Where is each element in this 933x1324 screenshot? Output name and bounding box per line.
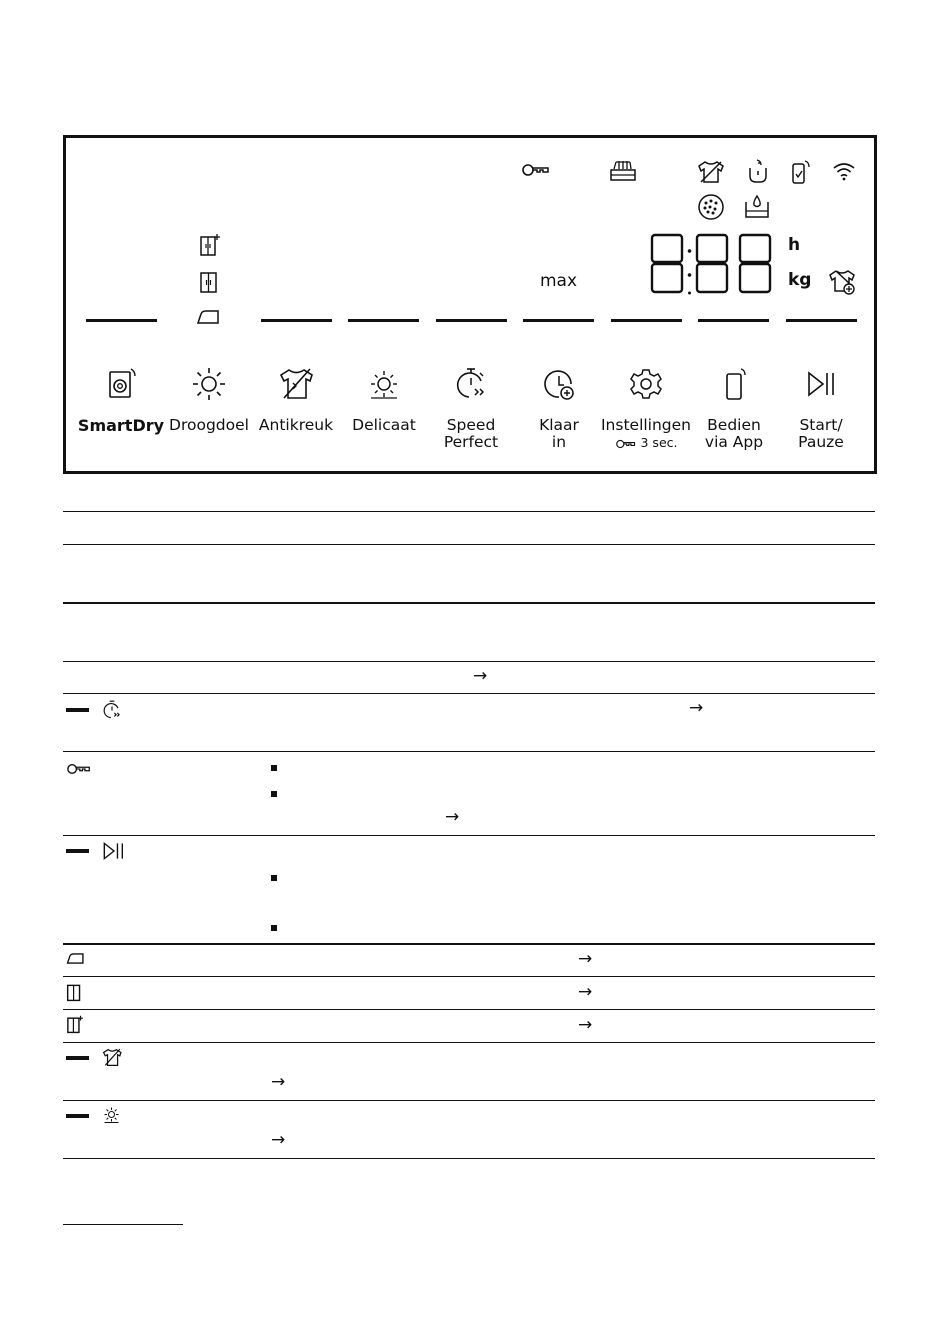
table-rule bbox=[63, 751, 875, 752]
indicator-dash-icon bbox=[66, 1114, 89, 1118]
list-bullet bbox=[271, 765, 277, 771]
list-bullet bbox=[271, 875, 277, 881]
hours-unit: h bbox=[788, 235, 801, 255]
drying-target-button[interactable] bbox=[163, 367, 255, 434]
settings-hold-time: 3 sec. bbox=[640, 435, 678, 450]
table-rule bbox=[63, 693, 875, 694]
empty-water-tank-icon bbox=[744, 194, 770, 220]
cupboard-dry-icon bbox=[66, 983, 82, 1002]
time-display bbox=[650, 233, 774, 295]
indicator-bar bbox=[698, 319, 769, 322]
anticrease-icon bbox=[279, 367, 313, 401]
settings-button[interactable] bbox=[600, 367, 692, 450]
delicate-button[interactable] bbox=[338, 367, 430, 434]
arrow-icon: → bbox=[271, 1072, 286, 1092]
finish-in-icon bbox=[542, 367, 576, 401]
list-bullet bbox=[271, 925, 277, 931]
wifi-icon bbox=[832, 161, 856, 181]
arrow-icon: → bbox=[445, 807, 460, 827]
indicator-dash-icon bbox=[66, 708, 89, 712]
anticrease-button[interactable] bbox=[250, 367, 342, 434]
anticrease-icon bbox=[102, 1048, 122, 1067]
condenser-tank-icon bbox=[747, 158, 769, 184]
anticrease-status-icon bbox=[697, 160, 725, 184]
speed-perfect-icon bbox=[102, 700, 122, 720]
table-rule bbox=[63, 943, 875, 945]
child-lock-key-icon bbox=[66, 763, 92, 775]
remote-app-label: Bedien via App bbox=[704, 416, 764, 451]
indicator-bar bbox=[348, 319, 419, 322]
max-label: max bbox=[540, 271, 578, 291]
iron-dry-icon bbox=[196, 309, 222, 325]
arrow-icon: → bbox=[271, 1130, 286, 1150]
indicator-bar bbox=[436, 319, 507, 322]
start-pause-icon bbox=[102, 842, 126, 860]
indicator-bar bbox=[523, 319, 594, 322]
sun-icon bbox=[192, 367, 226, 401]
arrow-icon: → bbox=[689, 698, 704, 718]
table-rule bbox=[63, 511, 875, 512]
indicator-bar bbox=[611, 319, 682, 322]
remote-status-icon bbox=[790, 159, 812, 185]
cupboard-dry-plus-icon bbox=[66, 1015, 84, 1034]
anticrease-label: Antikreuk bbox=[258, 416, 334, 434]
start-pause-button[interactable] bbox=[775, 367, 867, 451]
settings-icon bbox=[629, 367, 663, 401]
table-rule bbox=[63, 1042, 875, 1043]
table-rule bbox=[63, 1100, 875, 1101]
speed-perfect-button[interactable] bbox=[425, 367, 517, 451]
arrow-icon: → bbox=[473, 666, 488, 686]
delicate-label: Delicaat bbox=[352, 416, 416, 434]
delicate-icon bbox=[103, 1106, 120, 1123]
settings-label: Instellingen bbox=[600, 416, 692, 434]
remote-start-icon bbox=[717, 367, 751, 401]
indicator-bar bbox=[86, 319, 157, 322]
drying-target-label: Droogdoel bbox=[169, 416, 249, 434]
delicate-icon bbox=[367, 367, 401, 401]
table-rule bbox=[63, 602, 875, 604]
finish-in-label: Klaar in bbox=[539, 416, 579, 451]
arrow-icon: → bbox=[578, 1015, 593, 1035]
list-bullet bbox=[271, 791, 277, 797]
indicator-bar bbox=[261, 319, 332, 322]
footnote-rule bbox=[63, 1224, 183, 1225]
table-rule bbox=[63, 1009, 875, 1010]
smartdry-button[interactable] bbox=[75, 367, 167, 435]
remote-app-button[interactable] bbox=[688, 367, 780, 451]
indicator-bar bbox=[786, 319, 857, 322]
indicator-dash-icon bbox=[66, 1056, 89, 1060]
arrow-icon: → bbox=[578, 949, 593, 969]
smartdry-icon bbox=[104, 367, 138, 401]
table-rule bbox=[63, 544, 875, 545]
cupboard-dry-plus-icon bbox=[199, 233, 221, 257]
smartdry-label: SmartDry bbox=[77, 416, 165, 435]
finish-in-button[interactable] bbox=[513, 367, 605, 451]
table-rule bbox=[63, 976, 875, 977]
filter-clean-icon bbox=[609, 160, 637, 182]
cupboard-dry-icon bbox=[199, 270, 219, 294]
table-rule bbox=[63, 661, 875, 662]
arrow-icon: → bbox=[578, 982, 593, 1002]
indicator-dash-icon bbox=[66, 849, 89, 853]
table-rule bbox=[63, 835, 875, 836]
weight-unit: kg bbox=[788, 270, 812, 290]
start-pause-icon bbox=[804, 367, 838, 401]
child-lock-key-icon bbox=[522, 163, 550, 177]
key-icon bbox=[615, 439, 637, 449]
speed-perfect-label: Speed Perfect bbox=[443, 416, 499, 451]
speed-perfect-icon bbox=[454, 367, 488, 401]
load-shirt-plus-icon bbox=[828, 269, 856, 295]
clean-fluff-filter-icon bbox=[697, 193, 725, 221]
start-pause-label: Start/ Pauze bbox=[798, 416, 844, 451]
table-rule bbox=[63, 1158, 875, 1159]
iron-dry-icon bbox=[66, 952, 86, 965]
